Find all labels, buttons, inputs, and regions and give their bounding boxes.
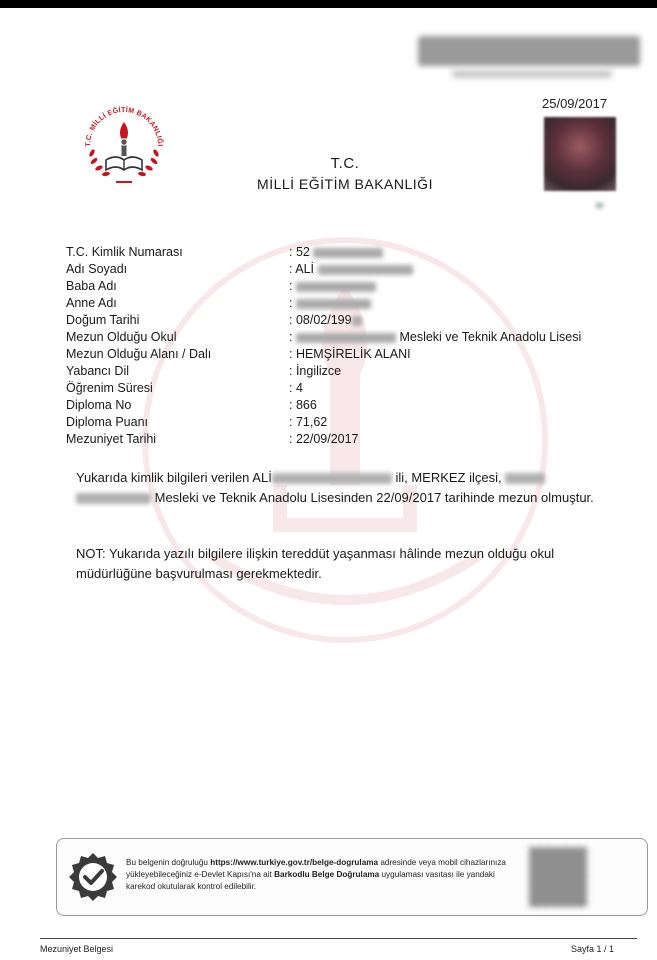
field-value: : [289, 295, 371, 312]
field-value: : 866 [289, 398, 317, 412]
redacted-barcode [418, 36, 640, 66]
field-value: : 52 [289, 244, 383, 261]
footer-page-number: Sayfa 1 / 1 [571, 944, 615, 954]
qr-code [529, 847, 587, 907]
graduation-statement: Yukarıda kimlik bilgileri verilen ALİ ili, MERKEZ ilçesi, Mesleki ve Teknik Anadolu Lisesinden 22/09/2017 tarihinde mezun olmuştur. [76, 470, 594, 505]
field-label: Öğrenim Süresi [66, 381, 153, 395]
field-value: : Mesleki ve Teknik Anadolu Lisesi [289, 330, 582, 344]
meb-logo-icon [76, 98, 172, 190]
verification-text: Bu belgenin doğruluğu https://www.turkiye.gov.tr/belge-dogrulama adresinde veya mobil cihazlarınıza yükleyebileceğiniz e-Devlet Kapısı'na ait Barkodlu Belge Doğrulama uygulaması vasıtası ile yandaki karekod okutularak kontrol edilebilir. [126, 858, 506, 891]
footer-document-name: Mezuniyet Belgesi [40, 944, 114, 954]
verification-box [56, 838, 648, 916]
verified-badge-icon [67, 851, 119, 903]
field-value: : HEMŞİRELİK ALANI [289, 347, 411, 361]
field-value: : 08/02/199 [289, 312, 362, 329]
field-label: T.C. Kimlik Numarası [66, 245, 183, 259]
top-bar [0, 0, 657, 8]
field-value: : 22/09/2017 [289, 432, 359, 446]
photo-mark [596, 203, 603, 208]
svg-text:T.C. MİLLİ EĞİTİM BAKANLIĞI: T.C. MİLLİ EĞİTİM BAKANLIĞI [84, 106, 164, 147]
field-label: Baba Adı [66, 279, 117, 293]
document-date: 25/09/2017 [542, 96, 608, 111]
field-label: Mezun Olduğu Okul [66, 330, 177, 344]
field-value: : 71,62 [289, 415, 328, 429]
field-value: : 4 [289, 381, 303, 395]
field-value: : [289, 278, 376, 295]
field-label: Doğum Tarihi [66, 313, 140, 327]
note-text: NOT: Yukarıda yazılı bilgilere ilişkin tereddüt yaşanması hâlinde mezun olduğu okul müdürlüğüne başvurulması gerekmektedir. [76, 546, 555, 581]
field-value: : ALİ [289, 261, 413, 278]
footer-divider [40, 938, 637, 939]
field-value: : İngilizce [289, 364, 342, 378]
verification-url[interactable]: https://www.turkiye.gov.tr/belge-dogrulama [210, 858, 379, 867]
heading-tc: T.C. [330, 155, 360, 172]
document-heading [200, 155, 490, 192]
field-label: Adı Soyadı [66, 262, 128, 276]
heading-ministry: MİLLİ EĞİTİM BAKANLIĞI [257, 176, 433, 192]
field-label: Mezuniyet Tarihi [66, 432, 157, 446]
field-label: Mezun Olduğu Alanı / Dalı [66, 347, 212, 361]
student-photo [544, 117, 616, 191]
field-label: Anne Adı [66, 296, 117, 310]
field-label: Yabancı Dil [66, 364, 129, 378]
field-label: Diploma No [66, 398, 132, 412]
field-label: Diploma Puanı [66, 415, 148, 429]
redacted-barcode-number [452, 70, 612, 78]
